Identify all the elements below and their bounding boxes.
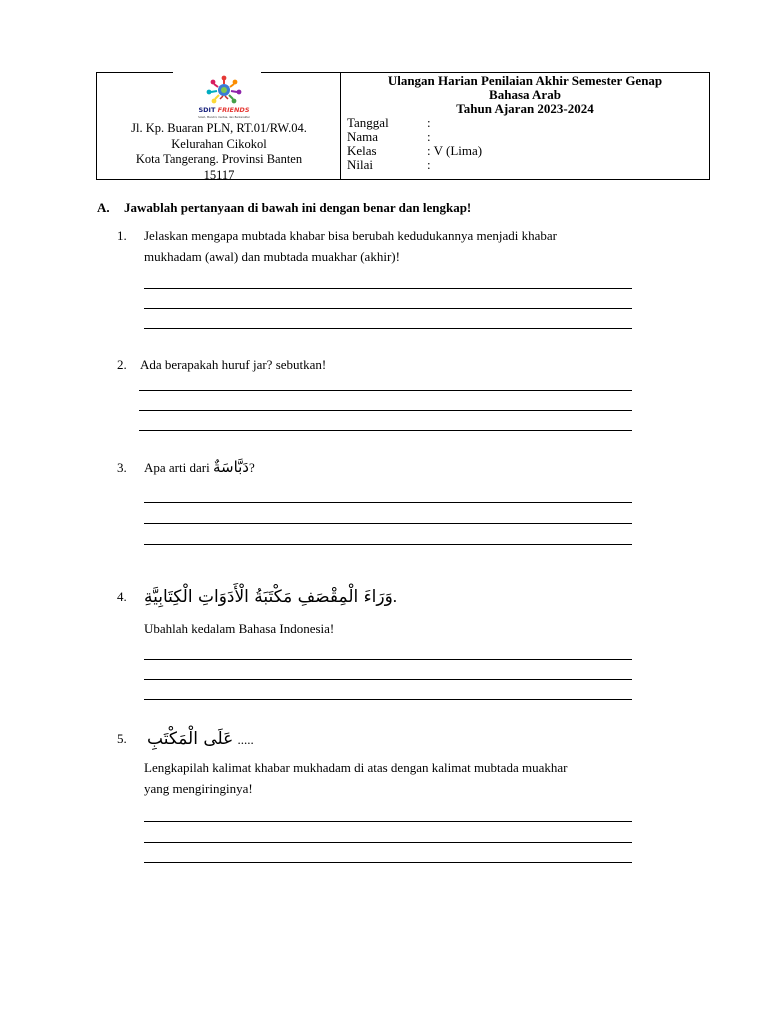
arabic-sentence: وَرَاءَ الْمِقْصَفِ مَكْتَبَةُ الْأَدَوَاتِ الْكِتَابِيَّةِ bbox=[144, 587, 393, 607]
question-number: 1. bbox=[117, 228, 127, 243]
question-text-line: mukhadam (awal) dan mubtada muakhar (akhir)! bbox=[144, 249, 400, 264]
question-number: 2. bbox=[117, 357, 127, 372]
section-title bbox=[97, 200, 471, 216]
field-label: Kelas bbox=[347, 143, 377, 158]
answer-line[interactable] bbox=[139, 410, 632, 411]
question-number: 3. bbox=[117, 460, 127, 475]
title-line: Tahun Ajaran 2023-2024 bbox=[456, 101, 594, 116]
section-instruction: Jawablah pertanyaan di bawah ini dengan benar dan lengkap! bbox=[124, 200, 472, 215]
field-row-nilai bbox=[347, 158, 482, 172]
instruction-line: Lengkapilah kalimat khabar mukhadam di atas dengan kalimat mubtada muakhar bbox=[144, 760, 568, 775]
answer-line[interactable] bbox=[144, 862, 632, 863]
field-value: : bbox=[427, 129, 431, 144]
address-line: 15117 bbox=[203, 167, 235, 182]
school-address bbox=[97, 121, 341, 183]
question-arabic-phrase bbox=[147, 726, 647, 753]
answer-line[interactable] bbox=[144, 308, 632, 309]
answer-line[interactable] bbox=[144, 288, 632, 289]
question-number: 5. bbox=[117, 731, 127, 746]
instruction-line: yang mengiringinya! bbox=[144, 781, 253, 796]
question-instruction: Ubahlah kedalam Bahasa Indonesia! bbox=[144, 621, 335, 636]
exam-title bbox=[341, 73, 709, 116]
title-line: Ulangan Harian Penilaian Akhir Semester Genap bbox=[387, 73, 663, 88]
address-line: Kota Tangerang. Provinsi Banten bbox=[135, 152, 303, 166]
question-text bbox=[144, 225, 557, 267]
answer-line[interactable] bbox=[139, 390, 632, 391]
answer-line[interactable] bbox=[139, 430, 632, 431]
field-label: Tanggal bbox=[347, 115, 389, 130]
answer-line[interactable] bbox=[144, 659, 632, 660]
exam-info bbox=[341, 73, 709, 179]
answer-line[interactable] bbox=[144, 523, 632, 524]
field-value: : bbox=[427, 115, 431, 130]
question-arabic-sentence bbox=[144, 584, 637, 610]
answer-line[interactable] bbox=[144, 502, 632, 503]
answer-line[interactable] bbox=[144, 842, 632, 843]
address-line: Kelurahan Cikokol bbox=[171, 136, 267, 151]
answer-line[interactable] bbox=[144, 699, 632, 700]
answer-line[interactable] bbox=[144, 821, 632, 822]
svg-text:SDIT FRIENDS: SDIT FRIENDS bbox=[198, 106, 250, 114]
field-value: : V (Lima) bbox=[427, 143, 483, 158]
question-2 bbox=[117, 354, 326, 375]
question-suffix: ? bbox=[249, 460, 255, 475]
question-instruction bbox=[144, 757, 647, 799]
arabic-word: دَبَّاسَةٌ bbox=[212, 458, 249, 476]
title-line: Bahasa Arab bbox=[489, 87, 561, 102]
question-3 bbox=[117, 457, 255, 478]
section-letter: A. bbox=[97, 200, 110, 215]
svg-text:Soleh, Mandiri, Cerdas, dan Be: Soleh, Mandiri, Cerdas, dan Berkarakter bbox=[198, 116, 250, 119]
student-fields bbox=[347, 116, 482, 172]
arabic-phrase: عَلَى الْمَكْتَبِ bbox=[147, 729, 234, 749]
answer-line[interactable] bbox=[144, 328, 632, 329]
question-number: 4. bbox=[117, 589, 127, 604]
address-line: Jl. Kp. Buaran PLN, RT.01/RW.04. bbox=[131, 121, 307, 135]
field-row-tanggal bbox=[347, 116, 482, 130]
school-logo-graphic bbox=[189, 75, 259, 121]
question-text-line: Jelaskan mengapa mubtada khabar bisa berubah kedudukannya menjadi khabar bbox=[144, 228, 557, 243]
answer-line[interactable] bbox=[144, 544, 632, 545]
field-row-nama bbox=[347, 130, 482, 144]
field-value: : bbox=[427, 157, 431, 172]
question-text: Ada berapakah huruf jar? sebutkan! bbox=[140, 357, 327, 372]
question-prefix: Apa arti dari bbox=[144, 460, 210, 475]
question-4 bbox=[117, 584, 637, 639]
header-box bbox=[96, 72, 710, 180]
question-5 bbox=[117, 726, 647, 799]
arabic-sentence-period: . bbox=[392, 587, 398, 606]
field-label: Nilai bbox=[347, 157, 373, 172]
field-label: Nama bbox=[347, 129, 379, 144]
answer-line[interactable] bbox=[144, 679, 632, 680]
field-row-kelas bbox=[347, 144, 482, 158]
question-text bbox=[144, 457, 255, 478]
school-logo bbox=[189, 75, 259, 121]
school-info bbox=[97, 73, 341, 182]
blank-dots: ..... bbox=[237, 732, 254, 747]
question-1 bbox=[117, 225, 557, 267]
